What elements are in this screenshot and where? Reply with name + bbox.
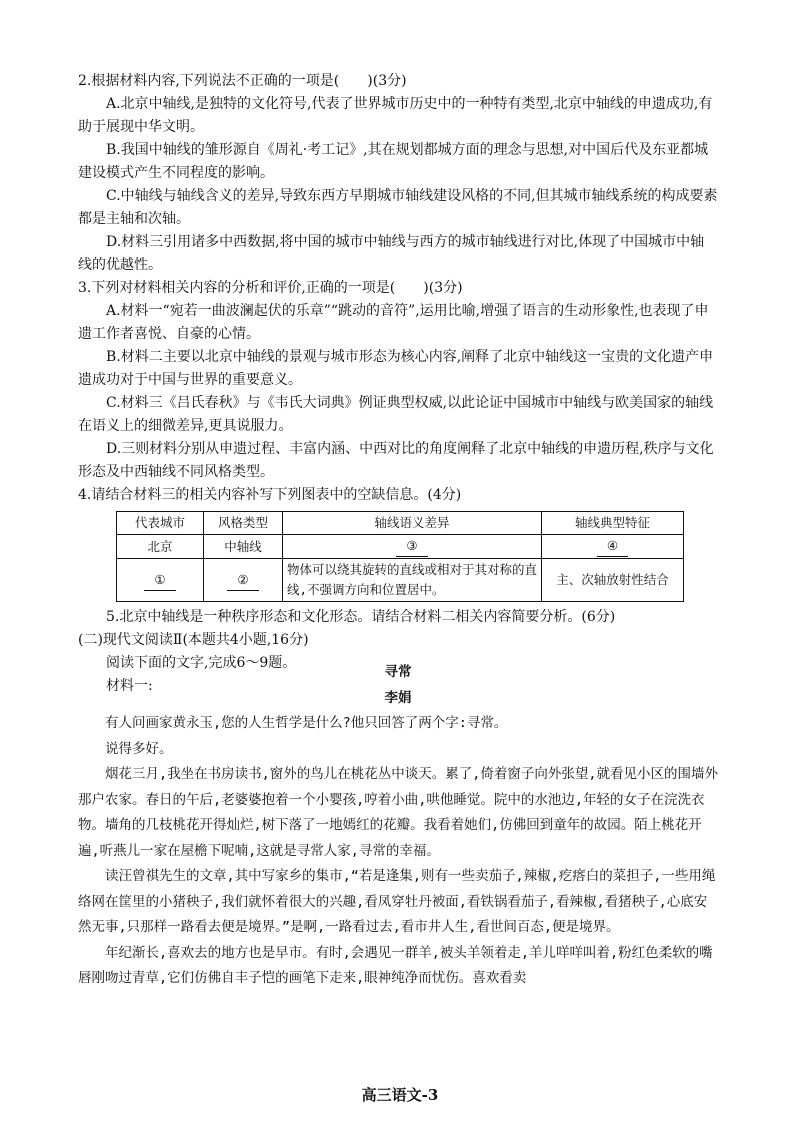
blank-1: ①	[144, 570, 175, 591]
table-header: 风格类型	[204, 512, 283, 535]
article-title: 寻常	[384, 664, 412, 680]
q4-table	[116, 511, 684, 602]
article-paragraph: 年纪渐长,喜欢去的地方也是早市。有时,会遇见一群羊,被头羊领着走,羊儿咩咩叫着,粉红色柔软的嘴唇刚吻过青草,它们仿佛自丰子恺的画笔下走来,眼神纯净而忧伤。喜欢看卖	[78, 944, 713, 986]
table-cell: 中轴线	[204, 535, 283, 559]
page-footer: 高三语文-3	[361, 1086, 439, 1104]
q2-option-a: A.北京中轴线,是独特的文化符号,代表了世界城市历史中的一种特有类型,北京中轴线的申遗成功,有助于展现中华文明。	[78, 96, 713, 135]
q4-stem: 4.请结合材料三的相关内容补写下列图表中的空缺信息。(4分)	[78, 487, 462, 503]
table-cell	[117, 559, 204, 602]
blank-3: ③	[396, 536, 427, 557]
table-header-row	[117, 512, 684, 535]
table-header: 轴线语义差异	[283, 512, 542, 535]
section2-instruction: 阅读下面的文字,完成6～9题。	[106, 655, 297, 671]
article-author: 李娟	[384, 689, 412, 706]
q5-stem: 5.北京中轴线是一种秩序形态和文化形态。请结合材料二相关内容简要分析。(6分)	[106, 609, 616, 625]
table-cell: 物体可以绕其旋转的直线或相对于其对称的直线,不强调方向和位置居中。	[283, 559, 542, 602]
q3-option-b: B.材料二主要以北京中轴线的景观与城市形态为核心内容,阐释了北京中轴线这一宝贵的文化遗产申遗成功对于中国与世界的重要意义。	[78, 349, 714, 388]
article-paragraph: 说得多好。	[105, 740, 173, 757]
table-cell	[283, 535, 542, 559]
q3-option-c: C.材料三《吕氏春秋》与《韦氏大词典》例证典型权威,以此论证中国城市中轴线与欧美国家的轴线在语义上的细微差异,更具说服力。	[78, 395, 714, 434]
table-cell: 主、次轴放射性结合	[542, 559, 684, 602]
article-paragraph: 读汪曾祺先生的文章,其中写家乡的集市,“若是逢集,则有一些卖茄子,辣椒,疙瘩白的菜担子,一些用绳络网在筐里的小猪秧子,我们就怀着很大的兴趣,看凤穿牡丹被面,看铁锅看茄子,看辣椒,看猪秧子,心底安然无事,只那样一路看去便是境界。”是啊,一路看过去,看市井人生,看世间百态,便是境界。	[78, 868, 716, 935]
blank-2: ②	[227, 570, 258, 591]
table-cell	[204, 559, 283, 602]
article-paragraph: 有人问画家黄永玉,您的人生哲学是什么?他只回答了两个字:寻常。	[105, 715, 508, 731]
q3-stem: 3.下列对材料相关内容的分析和评价,正确的一项是( )(3分)	[78, 280, 463, 296]
table-header: 代表城市	[117, 512, 204, 535]
table-row	[117, 559, 684, 602]
table-cell	[542, 535, 684, 559]
questions-block	[78, 70, 718, 698]
table-row	[117, 535, 684, 559]
blank-4: ④	[597, 536, 628, 557]
q2-option-d: D.材料三引用诸多中西数据,将中国的城市中轴线与西方的城市轴线进行对比,体现了中国城市中轴线的优越性。	[78, 234, 705, 273]
q3-option-a: A.材料一“宛若一曲波澜起伏的乐章”“跳动的音符”,运用比喻,增强了语言的生动形象性,也表现了申遗工作者喜悦、自豪的心情。	[78, 303, 709, 342]
material-label: 材料一:	[106, 678, 153, 694]
q2-option-b: B.我国中轴线的雏形源自《周礼·考工记》,其在规划都城方面的理念与思想,对中国后代及东亚都城建设模式产生不同程度的影响。	[78, 142, 709, 181]
article-paragraph: 烟花三月,我坐在书房读书,窗外的鸟儿在桃花丛中谈天。累了,倚着窗子向外张望,就看见小区的围墙外那户农家。春日的午后,老婆婆抱着一个小婴孩,哼着小曲,哄他睡觉。院中的水池边,年轻的女子在浣洗衣物。墙角的几枝桃花开得灿烂,树下落了一地嫣红的花瓣。我看着她们,仿佛回到童年的故园。陌上桃花开遍,听燕儿一家在屋檐下呢喃,这就是寻常人家,寻常的幸福。	[78, 766, 719, 859]
table-header: 轴线典型特征	[542, 512, 684, 535]
q3-option-d: D.三则材料分别从申遗过程、丰富内涵、中西对比的角度阐释了北京中轴线的申遗历程,秩序与文化形态及中西轴线不同风格类型。	[78, 441, 714, 480]
q2-option-c: C.中轴线与轴线含义的差异,导致东西方早期城市轴线建设风格的不同,但其城市轴线系统的构成要素都是主轴和次轴。	[78, 188, 718, 227]
q2-stem: 2.根据材料内容,下列说法不正确的一项是( )(3分)	[78, 73, 407, 89]
table-cell: 北京	[117, 535, 204, 559]
section2-heading: (二)现代文阅读Ⅱ(本题共4小题,16分)	[78, 632, 309, 648]
article-block	[78, 660, 718, 992]
